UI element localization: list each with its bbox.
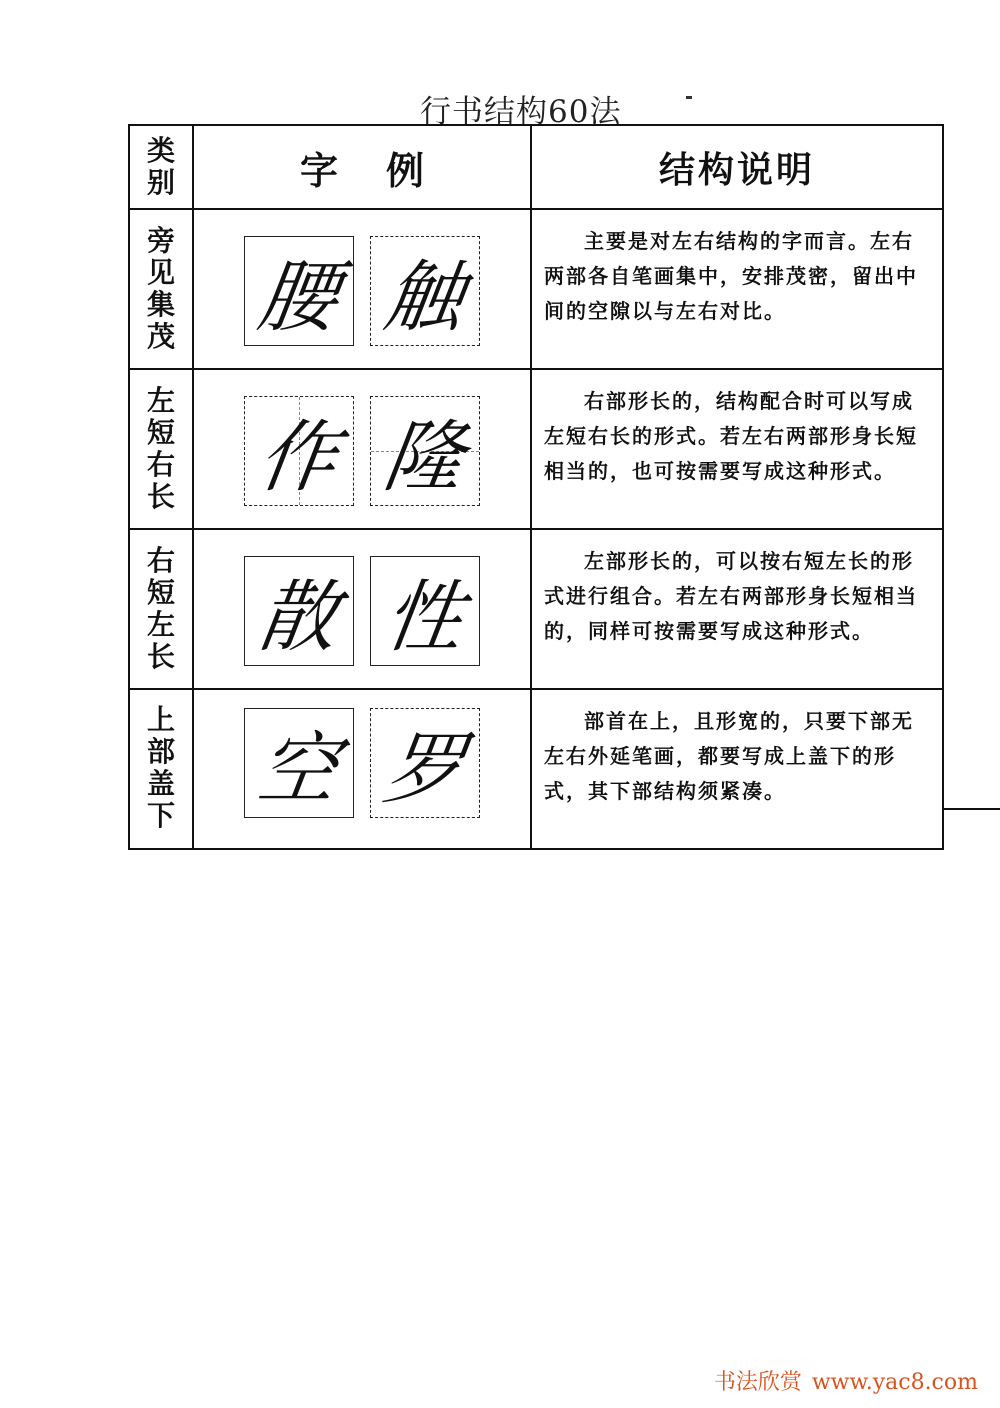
header-examples: 字例	[193, 125, 531, 209]
structure-table-container	[128, 124, 944, 832]
watermark	[714, 1365, 978, 1396]
category-cell: 右 短 左 长	[129, 529, 193, 689]
character-box	[244, 556, 354, 666]
calligraphy-char: 作	[252, 413, 344, 503]
table-row	[129, 369, 943, 529]
table-row	[129, 209, 943, 369]
header-category: 类 别	[129, 125, 193, 209]
title-mark	[686, 96, 692, 99]
category-cell: 上 部 盖 下	[129, 689, 193, 849]
description-cell: 部首在上，且形宽的，只要下部无左右外延笔画，都要写成上盖下的形式，其下部结构须紧凑。	[531, 689, 943, 849]
calligraphy-char: 性	[378, 573, 470, 663]
description-cell: 右部形长的，结构配合时可以写成左短右长的形式。若左右两部形身长短相当的，也可按需要写成这种形式。	[531, 369, 943, 529]
description-cell: 左部形长的，可以按右短左长的形式进行组合。若左右两部形身长短相当的，同样可按需要写成这种形式。	[531, 529, 943, 689]
table-row	[129, 529, 943, 689]
header-row	[129, 125, 943, 209]
examples-cell	[193, 689, 531, 849]
header-description: 结构说明	[531, 125, 943, 209]
character-box	[244, 396, 354, 506]
character-box	[244, 708, 354, 818]
calligraphy-char: 空	[252, 725, 344, 815]
character-box	[370, 556, 480, 666]
calligraphy-char: 腰	[252, 253, 344, 343]
character-box	[370, 236, 480, 346]
category-cell: 左 短 右 长	[129, 369, 193, 529]
character-box	[370, 708, 480, 818]
calligraphy-char: 罗	[378, 725, 470, 815]
calligraphy-char: 隆	[378, 413, 470, 503]
examples-cell	[193, 529, 531, 689]
calligraphy-char: 触	[378, 253, 470, 343]
character-box	[244, 236, 354, 346]
category-cell: 旁 见 集 茂	[129, 209, 193, 369]
watermark-site: 书法欣赏	[713, 1370, 802, 1395]
watermark-url: www.yac8.com	[811, 1370, 978, 1395]
examples-cell	[193, 209, 531, 369]
page-title: 行书结构60法	[420, 94, 622, 130]
divider	[944, 808, 1000, 810]
calligraphy-char: 散	[252, 573, 344, 663]
table-row	[129, 689, 943, 849]
structure-table	[128, 124, 944, 850]
examples-cell	[193, 369, 531, 529]
character-box	[370, 396, 480, 506]
description-cell: 主要是对左右结构的字而言。左右两部各自笔画集中，安排茂密，留出中间的空隙以与左右对比。	[531, 209, 943, 369]
